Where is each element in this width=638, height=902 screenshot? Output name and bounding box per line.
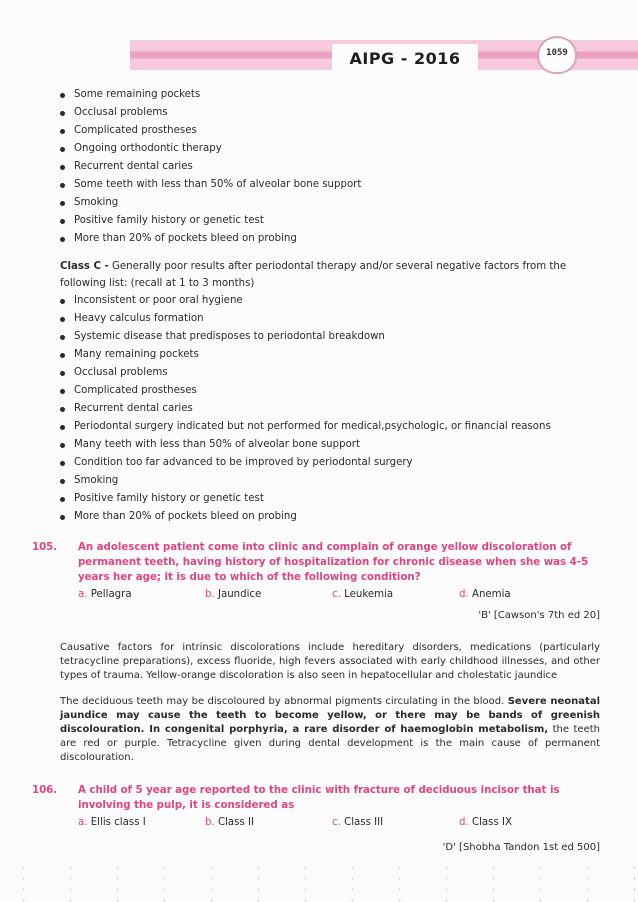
page-content [32, 86, 600, 857]
para2-part-a: The deciduous teeth may be discoloured by abnormal pigments circulating in the blood. [60, 696, 508, 707]
option-text: Class IX [471, 817, 512, 828]
option-letter: d. [459, 589, 469, 600]
list-item: Many remaining pockets [60, 346, 600, 364]
list-item: More than 20% of pockets bleed on probing [60, 230, 600, 248]
option-text: Anemia [471, 589, 511, 600]
list-item: Many teeth with less than 50% of alveolar bone support [60, 436, 600, 454]
option-letter: d. [459, 817, 469, 828]
list-item: Smoking [60, 194, 600, 212]
scan-noise [0, 862, 638, 902]
list-item: Recurrent dental caries [60, 400, 600, 418]
list-item: Ongoing orthodontic therapy [60, 140, 600, 158]
question-number: 105. [32, 542, 58, 553]
page-title: AIPG - 2016 [332, 44, 478, 70]
bullet-list-top [60, 86, 600, 248]
explanation-paragraph-2 [60, 695, 600, 765]
class-c-paragraph [60, 258, 600, 292]
option [459, 587, 586, 603]
class-c-label: Class C - [60, 261, 109, 272]
options-105 [60, 587, 600, 603]
option-letter: b. [205, 817, 215, 828]
list-item: Recurrent dental caries [60, 158, 600, 176]
option-letter: a. [78, 589, 88, 600]
option-text: Pellagra [90, 589, 132, 600]
option-letter: a. [78, 817, 88, 828]
option [205, 587, 332, 603]
list-item: Occlusal problems [60, 364, 600, 382]
option [459, 815, 586, 831]
list-item: Periodontal surgery indicated but not performed for medical,psychologic, or financial reasons [60, 418, 600, 436]
question-105 [32, 540, 600, 585]
list-item: Heavy calculus formation [60, 310, 600, 328]
answer-reference-105: 'B' [Cawson's 7th ed 20] [478, 610, 600, 621]
list-item: Complicated prostheses [60, 122, 600, 140]
list-item: Complicated prostheses [60, 382, 600, 400]
option [332, 815, 459, 831]
list-item: Positive family history or genetic test [60, 490, 600, 508]
list-item: Smoking [60, 472, 600, 490]
question-number: 106. [32, 785, 58, 796]
option-letter: c. [332, 589, 341, 600]
para2-part-c: the teeth are red or purple. Tetracycline given during dental development is the main cause of permanent discolouration. [60, 724, 600, 763]
list-item: Condition too far advanced to be improved by periodontal surgery [60, 454, 600, 472]
option-text: Jaundice [217, 589, 262, 600]
list-item: More than 20% of pockets bleed on probing [60, 508, 600, 526]
list-item: Systemic disease that predisposes to periodontal breakdown [60, 328, 600, 346]
question-text: A child of 5 year age reported to the clinic with fracture of deciduous incisor that is involving the pulp, it is considered as [78, 785, 560, 811]
page-number-badge: 1059 [537, 36, 577, 74]
option-letter: b. [205, 589, 215, 600]
list-item: Positive family history or genetic test [60, 212, 600, 230]
list-item: Some remaining pockets [60, 86, 600, 104]
class-c-text: Generally poor results after periodontal therapy and/or several negative factors from the following list: (recall at 1 to 3 months) [60, 261, 567, 289]
list-item: Some teeth with less than 50% of alveolar bone support [60, 176, 600, 194]
question-106 [32, 783, 600, 813]
options-106 [60, 815, 600, 831]
list-item: Inconsistent or poor oral hygiene [60, 292, 600, 310]
option [78, 587, 205, 603]
list-item: Occlusal problems [60, 104, 600, 122]
option-text: Ellis class I [90, 817, 146, 828]
option-text: Leukemia [344, 589, 394, 600]
question-text: An adolescent patient come into clinic and complain of orange yellow discoloration of permanent teeth, having history of hospitalization for chronic disease when she was 4-5 years her age; it is due to which of the following condition? [78, 542, 589, 583]
option [78, 815, 205, 831]
answer-reference-106: 'D' [Shobha Tandon 1st ed 500] [442, 842, 600, 853]
option-text: Class III [344, 817, 384, 828]
option-letter: c. [332, 817, 341, 828]
para2-bold: Severe neonatal jaundice may cause the teeth to become yellow, or there may be bands of greenish discolouration. In congenital porphyria, a rare disorder of haemoglobin metabolism, [60, 696, 600, 735]
option-text: Class II [217, 817, 255, 828]
option [332, 587, 459, 603]
option [205, 815, 332, 831]
bullet-list-class-c [60, 292, 600, 526]
explanation-paragraph-1: Causative factors for intrinsic discolorations include hereditary disorders, medications (particularly tetracycline preparations), excess fluoride, high fevers associated with early childhood illnesses, and other types of trauma. Yellow-orange discoloration is also seen in hepatocellular and cholestatic jaundice [60, 642, 600, 681]
